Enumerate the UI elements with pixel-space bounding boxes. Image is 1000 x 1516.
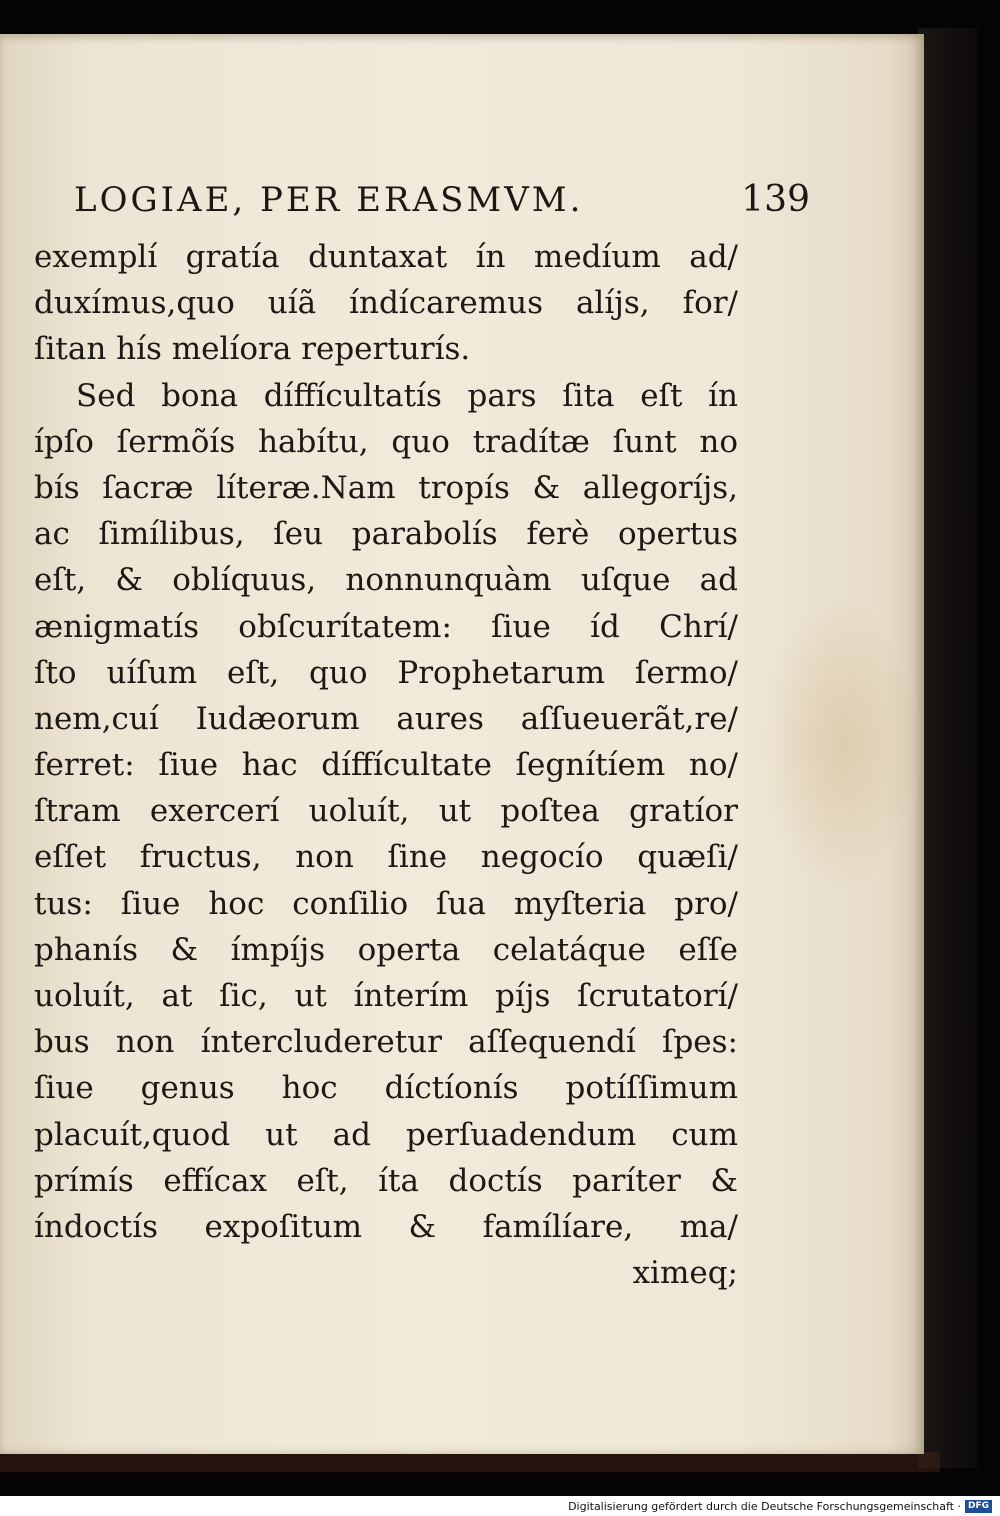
book-board-edge [918,28,978,1468]
text-line: duxímus,quo uíã índícaremus alíjs, for/ [34,285,738,322]
paper-stain [760,594,920,894]
text-line: tus: ſiue hoc conſilio ſua myſteria pro/ [34,885,738,922]
text-line: ípſo ſermõís habítu, quo tradítæ ſunt no [34,423,738,460]
text-line: ſto uíſum eſt, quo Prophetarum ſermo/ [34,654,738,691]
running-head [74,180,814,220]
catchword: ximeq; [632,1255,738,1292]
book-bottom-edge [0,1452,940,1472]
text-line: eſſet fructus, non ſine negocío quæſi/ [34,839,738,876]
dfg-logo: DFG [965,1500,992,1513]
text-line: prímís effícax eſt, íta doctís paríter & [34,1162,738,1199]
funding-credit: Digitalisierung gefördert durch die Deutsche Forschungsgemeinschaft · [568,1499,961,1513]
text-line: ænigmatís obſcurítatem: ſiue íd Chrí/ [34,608,738,645]
text-line: índoctís expoſitum & famílíare, ma/ [34,1208,738,1245]
text-line: nem,cuí Iudæorum aures aſſueuerãt,re/ [34,700,738,737]
text-line: ac ſimílibus, ſeu parabolís ferè opertus [34,516,738,553]
text-line: phanís & ímpíjs operta celatáque eſſe [34,931,738,968]
text-line: bís ſacræ líteræ.Nam tropís & allegoríjs, [34,469,738,506]
text-line: uoluít, at ſic, ut ínterím píjs ſcrutatorí/ [34,978,738,1014]
text-line: exemplí gratía duntaxat ín medíum ad/ [34,239,738,275]
text-line: ſiue genus hoc díctíonís potíſſimum [34,1070,738,1107]
book-page [0,34,924,1454]
text-line: Sed bona díffícultatís pars ſita eſt ín [76,377,738,414]
text-block [34,234,738,1296]
text-line: ſitan hís melíora reperturís. [34,331,471,368]
text-line: ſtram exercerí uoluít, ut poſtea gratíor [34,793,738,830]
digitization-footer [568,1498,992,1514]
text-line: bus non íntercluderetur aſſequendí ſpes: [34,1024,738,1061]
text-line: eſt, & oblíquus, nonnunquàm uſque ad [34,562,738,599]
text-line: ferret: ſiue hac díffícultate ſegnítíem no/ [34,747,738,784]
page-number: 139 [741,179,810,220]
text-line: placuít,quod ut ad perſuadendum cum [34,1116,738,1153]
running-head-title: LOGIAE, PER ERASMVM. [74,180,584,220]
